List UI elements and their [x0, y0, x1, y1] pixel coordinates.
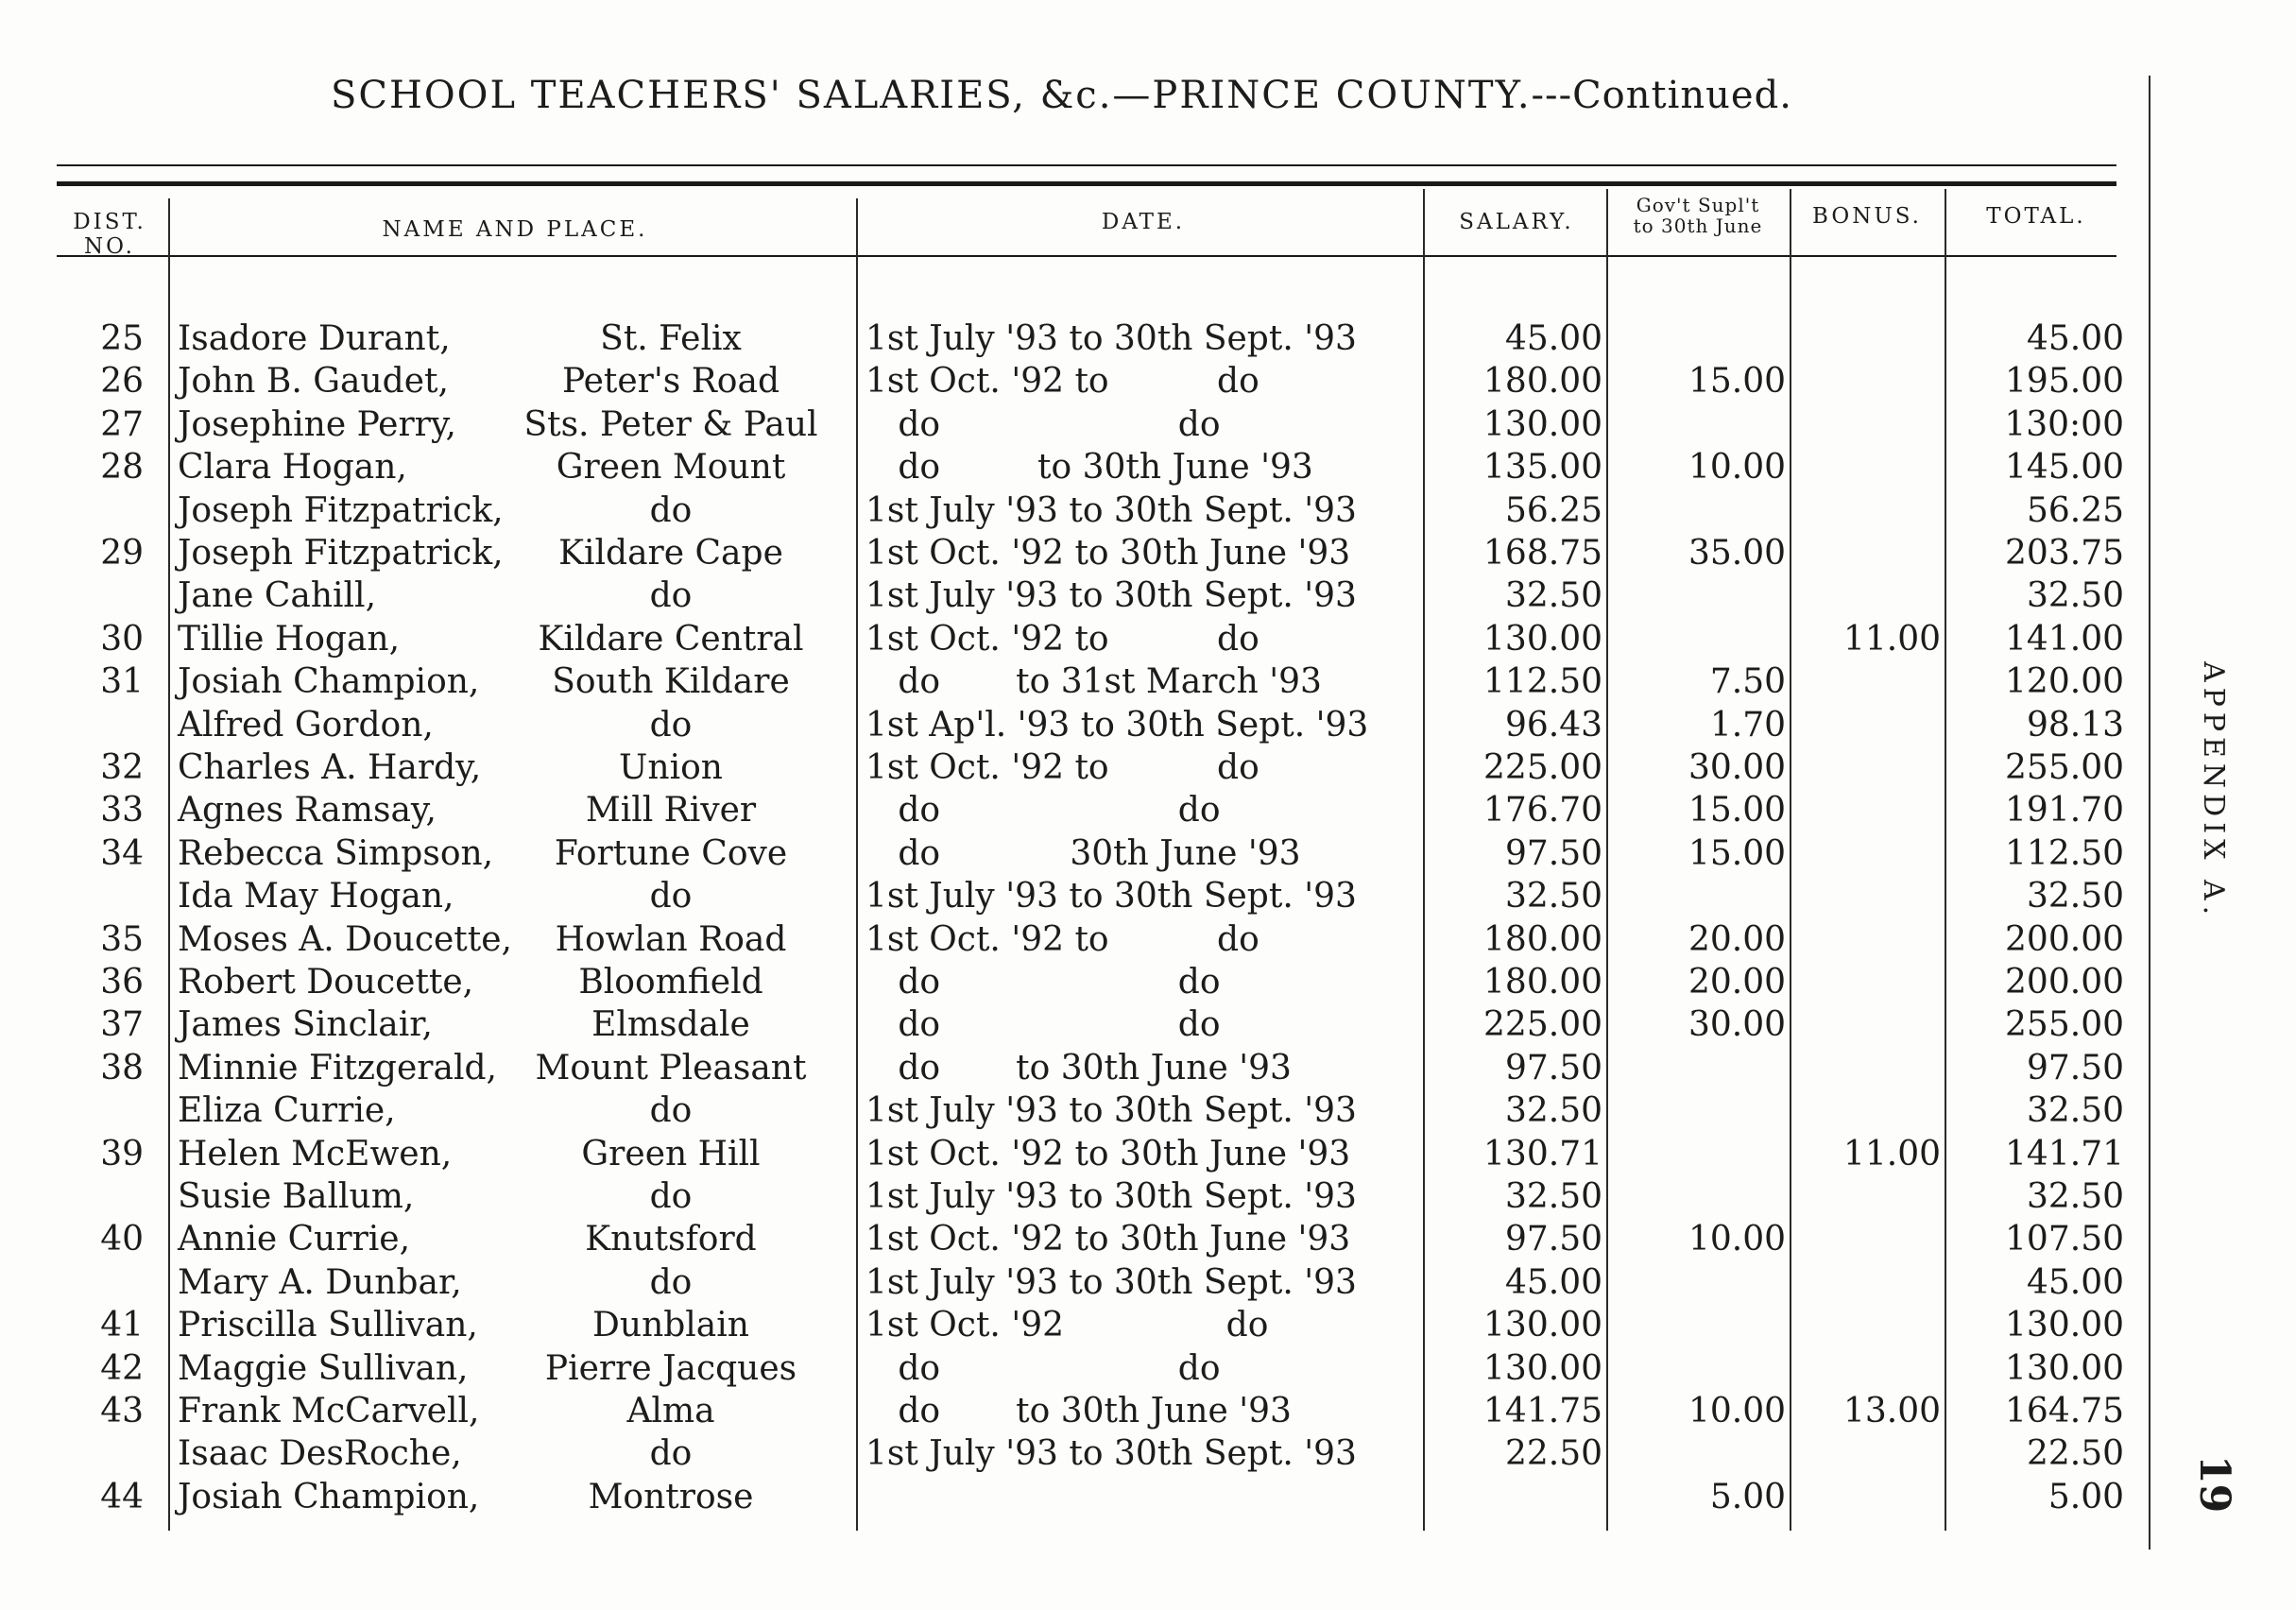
place-cell: Green Mount: [556, 448, 786, 488]
dist-no-cell: 35: [100, 919, 144, 959]
date-cell: 1st July '93 to 30th Sept. '93: [865, 877, 1357, 916]
teacher-name-cell: Alfred Gordon,: [178, 705, 434, 745]
teacher-name-cell: James Sinclair,: [178, 1005, 433, 1045]
header-date: DATE.: [1101, 210, 1186, 234]
place-cell: St. Felix: [600, 319, 742, 358]
total-cell: 200.00: [2005, 919, 2124, 959]
salary-cell: 97.50: [1504, 1048, 1602, 1088]
salary-cell: 97.50: [1504, 833, 1602, 873]
total-cell: 98.13: [2026, 705, 2124, 745]
teacher-name-cell: Eliza Currie,: [178, 1091, 396, 1131]
place-cell: Union: [619, 748, 723, 787]
salary-cell: 176.70: [1483, 791, 1602, 831]
table-row: [0, 746, 2173, 790]
total-cell: 130.00: [2005, 1306, 2124, 1345]
table-row: [0, 1476, 2173, 1519]
date-cell: do do: [865, 791, 1221, 831]
dist-no-cell: 33: [100, 791, 144, 831]
teacher-name-cell: Josephine Perry,: [178, 404, 456, 444]
date-cell: 1st Oct. '92 to 30th June '93: [865, 1134, 1351, 1173]
table-row: [0, 1304, 2173, 1347]
govt-suppl-cell: 15.00: [1688, 791, 1786, 831]
total-cell: 22.50: [2026, 1434, 2124, 1474]
total-cell: 195.00: [2005, 362, 2124, 402]
salary-cell: 32.50: [1504, 1177, 1602, 1216]
teacher-name-cell: Ida May Hogan,: [178, 877, 454, 916]
dist-no-cell: 25: [100, 319, 144, 358]
salary-cell: 180.00: [1483, 362, 1602, 402]
salary-cell: 32.50: [1504, 576, 1602, 616]
govt-suppl-cell: 30.00: [1688, 748, 1786, 787]
govt-suppl-cell: 20.00: [1688, 919, 1786, 959]
table-row: [0, 961, 2173, 1004]
salary-cell: 180.00: [1483, 919, 1602, 959]
dist-no-cell: 37: [100, 1005, 144, 1045]
table-row: [0, 875, 2173, 918]
govt-suppl-cell: 7.50: [1709, 662, 1786, 702]
dist-no-cell: 34: [100, 833, 144, 873]
teacher-name-cell: Agnes Ramsay,: [178, 791, 437, 831]
teacher-name-cell: Joseph Fitzpatrick,: [178, 490, 504, 530]
govt-suppl-cell: 30.00: [1688, 1005, 1786, 1045]
place-cell: South Kildare: [552, 662, 790, 702]
header-govt-line2: to 30th June: [1633, 214, 1763, 237]
dist-no-cell: 31: [100, 662, 144, 702]
govt-suppl-cell: 15.00: [1688, 362, 1786, 402]
teacher-name-cell: Minnie Fitzgerald,: [178, 1048, 497, 1088]
place-cell: Alma: [626, 1392, 715, 1430]
date-cell: do to 30th June '93: [865, 448, 1313, 488]
salary-cell: 225.00: [1483, 1005, 1602, 1045]
salary-cell: 22.50: [1504, 1434, 1602, 1474]
dist-no-cell: 39: [100, 1134, 144, 1173]
salary-cell: 112.50: [1483, 662, 1602, 702]
header-govt-line1: Gov't Supl't: [1636, 194, 1760, 216]
header-no: NO.: [84, 234, 135, 259]
place-cell: Peter's Road: [562, 362, 780, 402]
salary-cell: 32.50: [1504, 1091, 1602, 1131]
date-cell: 1st July '93 to 30th Sept. '93: [865, 490, 1357, 530]
salary-cell: 130.00: [1483, 1306, 1602, 1345]
date-cell: 1st Oct. '92 to do: [865, 619, 1259, 659]
total-cell: 141.00: [2005, 619, 2124, 659]
top-rule-thin: [57, 164, 2116, 166]
dist-no-cell: 36: [100, 963, 144, 1002]
salary-cell: 130.00: [1483, 619, 1602, 659]
place-cell: do: [649, 576, 693, 616]
table-row: [0, 317, 2173, 361]
header-dist: DIST.: [73, 210, 146, 234]
place-cell: do: [649, 877, 693, 916]
total-cell: 112.50: [2005, 833, 2124, 873]
table-row: [0, 489, 2173, 533]
teacher-name-cell: Clara Hogan,: [178, 448, 407, 488]
place-cell: do: [649, 490, 693, 530]
place-cell: Sts. Peter & Paul: [523, 404, 818, 444]
date-cell: 1st Oct. '92 to 30th June '93: [865, 1220, 1351, 1259]
total-cell: 107.50: [2005, 1220, 2124, 1259]
place-cell: Pierre Jacques: [544, 1348, 797, 1388]
total-cell: 45.00: [2026, 319, 2124, 358]
table-row: [0, 918, 2173, 962]
dist-no-cell: 41: [100, 1306, 144, 1345]
salary-cell: 130.71: [1483, 1134, 1602, 1173]
place-cell: do: [649, 1091, 693, 1131]
date-cell: 1st Oct. '92 to 30th June '93: [865, 534, 1351, 573]
table-row: [0, 403, 2173, 447]
teacher-name-cell: Charles A. Hardy,: [178, 748, 482, 787]
side-label-appendix: APPENDIX A.: [2197, 661, 2230, 921]
table-row: [0, 1089, 2173, 1133]
total-cell: 141.71: [2005, 1134, 2124, 1173]
teacher-name-cell: Joseph Fitzpatrick,: [178, 534, 504, 573]
teacher-name-cell: Rebecca Simpson,: [178, 833, 494, 873]
dist-no-cell: 42: [100, 1348, 144, 1388]
place-cell: do: [649, 705, 693, 745]
place-cell: Dunblain: [592, 1306, 749, 1345]
table-row: [0, 1390, 2173, 1433]
teacher-name-cell: Frank McCarvell,: [178, 1392, 480, 1430]
date-cell: 1st Oct. '92 to do: [865, 362, 1259, 402]
total-cell: 97.50: [2026, 1048, 2124, 1088]
total-cell: 5.00: [2048, 1477, 2124, 1516]
bonus-cell: 13.00: [1842, 1392, 1941, 1430]
total-cell: 191.70: [2005, 791, 2124, 831]
total-cell: 255.00: [2005, 748, 2124, 787]
teacher-name-cell: Susie Ballum,: [178, 1177, 415, 1216]
header-bonus: BONUS.: [1812, 204, 1922, 229]
date-cell: do do: [865, 1348, 1221, 1388]
table-row: [0, 704, 2173, 747]
page-number: 19: [2190, 1455, 2238, 1514]
teacher-name-cell: Annie Currie,: [178, 1220, 411, 1259]
date-cell: 1st July '93 to 30th Sept. '93: [865, 1091, 1357, 1131]
teacher-name-cell: Tillie Hogan,: [178, 619, 401, 659]
table-row: [0, 789, 2173, 832]
dist-no-cell: 30: [100, 619, 144, 659]
teacher-name-cell: Isaac DesRoche,: [178, 1434, 462, 1474]
place-cell: Knutsford: [585, 1220, 757, 1259]
place-cell: do: [649, 1262, 693, 1302]
total-cell: 164.75: [2005, 1392, 2124, 1430]
total-cell: 32.50: [2026, 1091, 2124, 1131]
date-cell: do do: [865, 404, 1221, 444]
date-cell: do do: [865, 963, 1221, 1002]
govt-suppl-cell: 1.70: [1709, 705, 1786, 745]
teacher-name-cell: Isadore Durant,: [178, 319, 451, 358]
salary-cell: 130.00: [1483, 404, 1602, 444]
date-cell: 1st Oct. '92 to do: [865, 919, 1259, 959]
place-cell: Fortune Cove: [554, 833, 788, 873]
date-cell: 1st Oct. '92 do: [865, 1306, 1269, 1345]
govt-suppl-cell: 20.00: [1688, 963, 1786, 1002]
table-row: [0, 1047, 2173, 1090]
table-row: [0, 1218, 2173, 1261]
teacher-name-cell: Josiah Champion,: [178, 662, 480, 702]
place-cell: Mill River: [585, 791, 757, 831]
govt-suppl-cell: 10.00: [1688, 1220, 1786, 1259]
teacher-name-cell: Priscilla Sullivan,: [178, 1306, 478, 1345]
header-bottom-rule: [57, 255, 2116, 257]
date-cell: 1st July '93 to 30th Sept. '93: [865, 576, 1357, 616]
table-row: [0, 532, 2173, 575]
total-cell: 32.50: [2026, 576, 2124, 616]
teacher-name-cell: Mary A. Dunbar,: [178, 1262, 462, 1302]
total-cell: 145.00: [2005, 448, 2124, 488]
title-main: SCHOOL TEACHERS' SALARIES, &c.—PRINCE COUNTY.: [331, 74, 1532, 117]
salary-cell: 135.00: [1483, 448, 1602, 488]
date-cell: do to 30th June '93: [865, 1048, 1292, 1088]
salary-cell: 96.43: [1504, 705, 1602, 745]
dist-no-cell: 44: [100, 1477, 144, 1516]
place-cell: Green Hill: [581, 1134, 761, 1173]
date-cell: 1st July '93 to 30th Sept. '93: [865, 1434, 1357, 1474]
table-row: [0, 574, 2173, 618]
total-cell: 130:00: [2004, 404, 2124, 444]
date-cell: 1st Oct. '92 to do: [865, 748, 1259, 787]
place-cell: Bloomfield: [578, 963, 763, 1002]
govt-suppl-cell: 35.00: [1688, 534, 1786, 573]
header-dist-no: [60, 210, 159, 259]
place-cell: Howlan Road: [555, 919, 787, 959]
teacher-name-cell: John B. Gaudet,: [178, 362, 449, 402]
teacher-name-cell: Josiah Champion,: [178, 1477, 480, 1516]
date-cell: 1st July '93 to 30th Sept. '93: [865, 1177, 1357, 1216]
total-cell: 200.00: [2005, 963, 2124, 1002]
teacher-name-cell: Moses A. Doucette,: [178, 919, 512, 959]
header-govt-suppl: [1606, 195, 1790, 236]
date-cell: 1st July '93 to 30th Sept. '93: [865, 1262, 1357, 1302]
total-cell: 45.00: [2026, 1262, 2124, 1302]
place-cell: Elmsdale: [591, 1005, 750, 1045]
table-row: [0, 1347, 2173, 1391]
dist-no-cell: 29: [100, 534, 144, 573]
date-cell: do to 30th June '93: [865, 1392, 1292, 1430]
dist-no-cell: 32: [100, 748, 144, 787]
table-row: [0, 1133, 2173, 1176]
dist-no-cell: 28: [100, 448, 144, 488]
place-cell: do: [649, 1177, 693, 1216]
date-cell: 1st July '93 to 30th Sept. '93: [865, 319, 1357, 358]
bonus-cell: 11.00: [1842, 619, 1941, 659]
total-cell: 56.25: [2026, 490, 2124, 530]
page-title: [331, 74, 1956, 117]
date-cell: do to 31st March '93: [865, 662, 1322, 702]
table-row: [0, 1175, 2173, 1219]
total-cell: 255.00: [2005, 1005, 2124, 1045]
dist-no-cell: 26: [100, 362, 144, 402]
salary-cell: 56.25: [1504, 490, 1602, 530]
dist-no-cell: 38: [100, 1048, 144, 1088]
teacher-name-cell: Helen McEwen,: [178, 1134, 453, 1173]
table-row: [0, 1432, 2173, 1476]
govt-suppl-cell: 5.00: [1709, 1477, 1786, 1516]
teacher-name-cell: Jane Cahill,: [178, 576, 377, 616]
table-row: [0, 660, 2173, 704]
total-cell: 130.00: [2005, 1348, 2124, 1388]
total-cell: 203.75: [2005, 534, 2124, 573]
date-cell: do 30th June '93: [865, 833, 1301, 873]
date-cell: 1st Ap'l. '93 to 30th Sept. '93: [865, 705, 1369, 745]
place-cell: Kildare Cape: [558, 534, 783, 573]
top-rule-thick: [57, 181, 2116, 186]
table-row: [0, 360, 2173, 403]
table-row: [0, 1003, 2173, 1047]
table-row: [0, 618, 2173, 661]
header-name-place: NAME AND PLACE.: [382, 217, 648, 242]
salary-cell: 97.50: [1504, 1220, 1602, 1259]
place-cell: do: [649, 1434, 693, 1474]
salary-cell: 141.75: [1483, 1392, 1602, 1430]
dist-no-cell: 40: [100, 1220, 144, 1259]
total-cell: 120.00: [2005, 662, 2124, 702]
teacher-name-cell: Maggie Sullivan,: [178, 1348, 469, 1388]
salary-cell: 168.75: [1483, 534, 1602, 573]
place-cell: Mount Pleasant: [535, 1048, 807, 1088]
table-row: [0, 446, 2173, 489]
salary-cell: 45.00: [1504, 319, 1602, 358]
dist-no-cell: 43: [100, 1392, 144, 1430]
table-row: [0, 1261, 2173, 1305]
header-salary: SALARY.: [1459, 210, 1574, 234]
bonus-cell: 11.00: [1842, 1134, 1941, 1173]
date-cell: do do: [865, 1005, 1221, 1045]
govt-suppl-cell: 10.00: [1688, 448, 1786, 488]
header-total: TOTAL.: [1986, 204, 2086, 229]
teacher-name-cell: Robert Doucette,: [178, 963, 474, 1002]
total-cell: 32.50: [2026, 877, 2124, 916]
govt-suppl-cell: 10.00: [1688, 1392, 1786, 1430]
total-cell: 32.50: [2026, 1177, 2124, 1216]
place-cell: Montrose: [588, 1477, 754, 1516]
salary-cell: 45.00: [1504, 1262, 1602, 1302]
dist-no-cell: 27: [100, 404, 144, 444]
salary-cell: 225.00: [1483, 748, 1602, 787]
place-cell: Kildare Central: [538, 619, 804, 659]
table-row: [0, 832, 2173, 876]
salary-cell: 32.50: [1504, 877, 1602, 916]
title-continued: ---Continued.: [1531, 74, 1792, 117]
salary-cell: 130.00: [1483, 1348, 1602, 1388]
govt-suppl-cell: 15.00: [1688, 833, 1786, 873]
salary-cell: 180.00: [1483, 963, 1602, 1002]
